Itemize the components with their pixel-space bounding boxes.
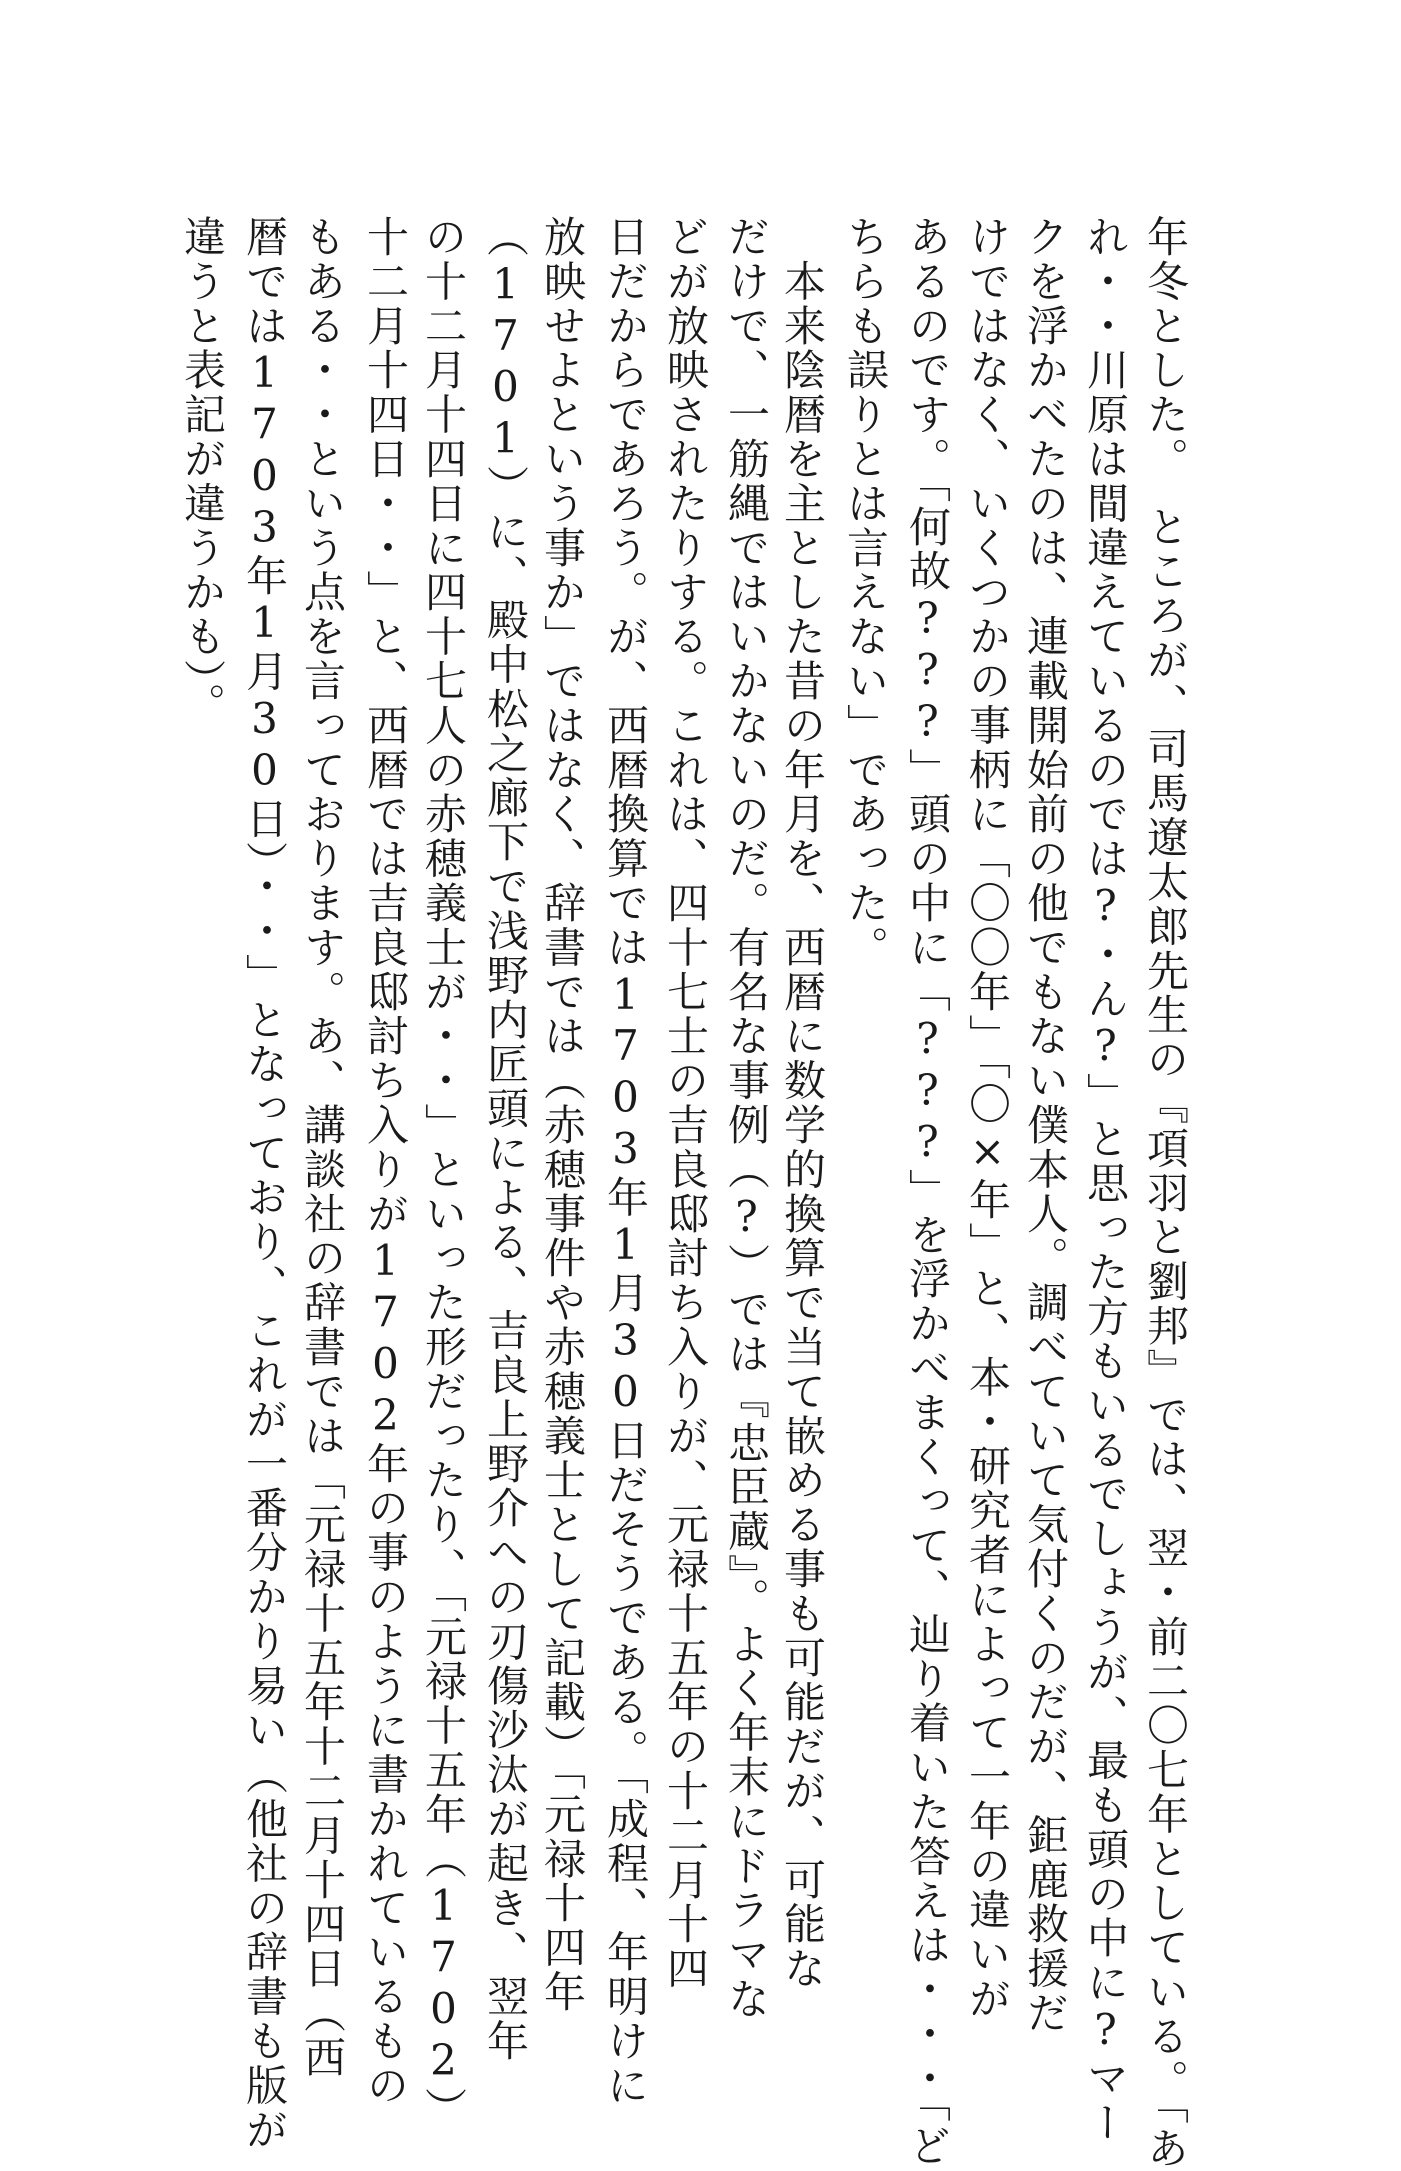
- text-column-4: けではなく、いくつかの事柄に「〇〇年」「〇×年」と、本・研究者によって一年の違いが: [963, 215, 1012, 2022]
- text-column-12: （1701）に、殿中松之廊下で浅野内匠頭による、吉良上野介への刃傷沙汰が起き、翌年: [481, 215, 530, 2064]
- text-column-11: 放映せよという事か」ではなく、辞書では（赤穂事件や赤穂義士として記載）「元禄十四年: [538, 215, 587, 2015]
- text-column-17: 違うと表記が違うかも）。: [178, 215, 227, 727]
- text-column-1: 年冬とした。 ところが、司馬遼太郎先生の『項羽と劉邦』では、翌・前二〇七年としている。「あ: [1141, 215, 1190, 2171]
- text-column-16: 暦では1703年1月30日）・・」となっており、これが一番分かり易い（他社の辞書も版が: [240, 215, 289, 2153]
- text-column-9: どが放映されたりする。これは、四十七士の吉良邸討ち入りが、元禄十五年の十二月十四: [661, 215, 710, 1991]
- text-column-5: あるのです。「何故???」頭の中に「???」を浮かべまくって、辿り着いた答えは・・・「ど: [903, 215, 952, 2169]
- text-column-6: ちらも誤りとは言えない」であった。: [841, 215, 890, 970]
- text-column-10: 日だからであろう。が、西暦換算では1703年1月30日だそうである。「成程、年明けに: [601, 215, 650, 2108]
- vertical-text-body: [0, 215, 1401, 2171]
- text-column-3: クを浮かべたのは、連載開始前の他でもない僕本人。調べていて気付くのだが、鉅鹿救援だ: [1021, 215, 1070, 2036]
- text-column-13: の十二月十四日に四十七人の赤穂義士が・・」といった形だったり、「元禄十五年（1702）: [419, 215, 468, 2132]
- text-column-8: だけで、一筋縄ではいかないのだ。有名な事例（?）では『忠臣蔵』。よく年末にドラマな: [722, 215, 771, 2022]
- text-column-15: もある・・という点を言っております。あ、講談社の辞書では「元禄十五年十二月十四日（西: [298, 215, 347, 2080]
- text-column-2: れ・・川原は間違えているのでは?・ん?」と思った方もいるでしょうが、最も頭の中に?マー: [1081, 215, 1130, 2146]
- text-column-14: 十二月十四日・・」と、西暦では吉良邸討ち入りが1702年の事のように書かれているもの: [361, 215, 410, 2108]
- text-column-7: 本来陰暦を主とした昔の年月を、西暦に数学的換算で当て嵌める事も可能だが、可能な: [778, 215, 827, 1992]
